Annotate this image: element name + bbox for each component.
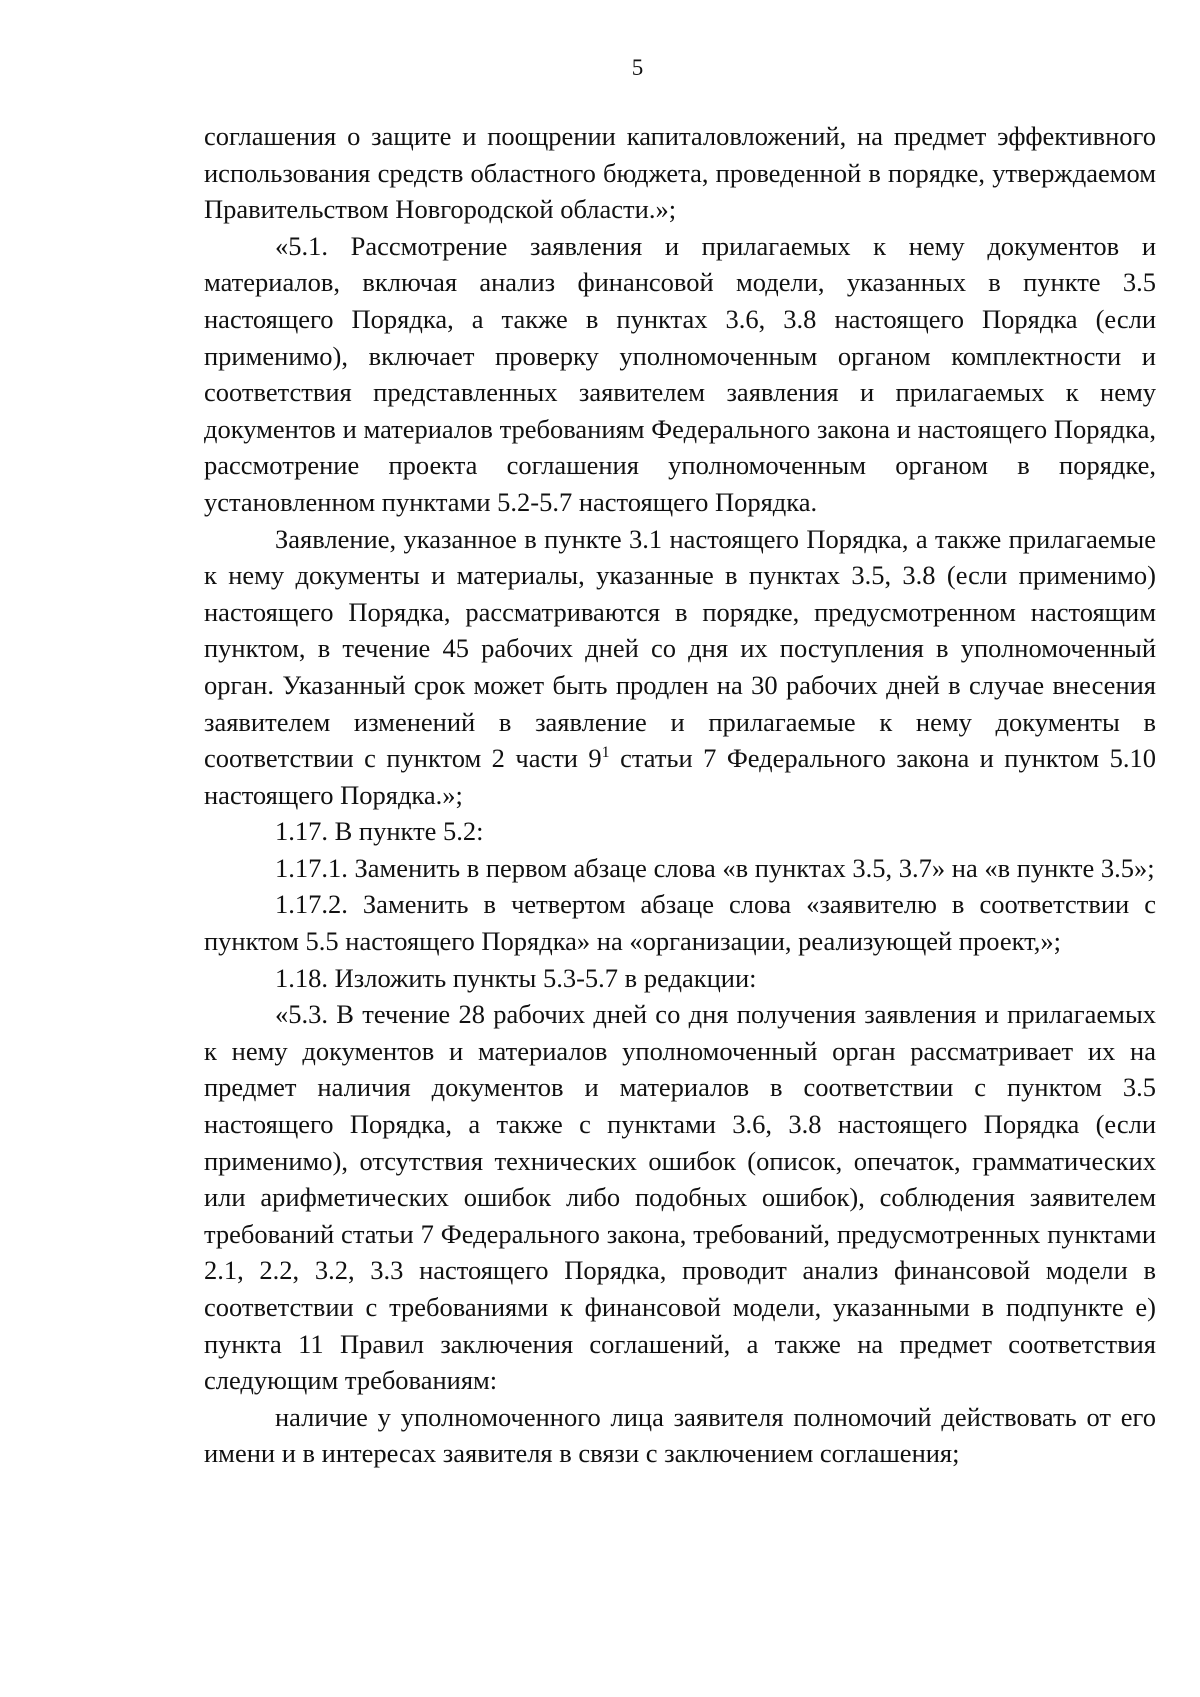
paragraph-requirement: наличие у уполномоченного лица заявителя полномочий действовать от его имени и в интересах заявителя в связи с заключением соглашения; [204,1401,1156,1469]
page-number: 5 [631,55,644,80]
paragraph-text-before: Заявление, указанное в пункте 3.1 настоящего Порядка, а также прилагаемые к нему документы и материалы, указанные в пунктах 3.5, 3.8 (если применимо) настоящего Порядка, рассматриваются в порядке, предусмотренном настоящим пунктом, в течение 45 рабочих дней со дня их поступления в уполномоченный орган. Указанный срок может быть продлен на 30 рабочих дней в случае внесения заявителем изменений в заявление и прилагаемые к нему документы в соответствии с пунктом 2 части 9 [204,523,1156,774]
paragraph-clause-5-3: «5.3. В течение 28 рабочих дней со дня получения заявления и прилагаемых к нему документов и материалов уполномоченный орган рассматривает их на предмет наличия документов и материалов в соответствии с пунктом 3.5 настоящего Порядка, а также с пунктами 3.6, 3.8 настоящего Порядка (если применимо), отсутствия технических ошибок (описок, опечаток, грамматических или арифметических ошибок либо подобных ошибок), соблюдения заявителем требований статьи 7 Федерального закона, требований, предусмотренных пунктами 2.1, 2.2, 3.2, 3.3 настоящего Порядка, проводит анализ финансовой модели в соответствии с требованиями к финансовой модели, указанными в подпункте е) пункта 11 Правил заключения соглашений, а также на предмет соответствия следующим требованиям: [204,999,1156,1396]
paragraph-item-1-17-1: 1.17.1. Заменить в первом абзаце слова «в пунктах 3.5, 3.7» на «в пункте 3.5»; [275,852,1155,883]
document-body [204,118,1156,1472]
paragraph-application-review [204,521,1156,814]
paragraph-text-after: статьи 7 Федерального закона и пунктом 5.10 настоящего Порядка.»; [204,743,1156,810]
paragraph-continuation: соглашения о защите и поощрении капиталовложений, на предмет эффективного использования средств областного бюджета, проведенной в порядке, утверждаемом Правительством Новгородской области.»; [204,121,1156,225]
paragraph-item-1-17-2: 1.17.2. Заменить в четвертом абзаце слова «заявителю в соответствии с пунктом 5.5 настоящего Порядка» на «организации, реализующей проект,»; [204,889,1156,957]
paragraph-item-1-17: 1.17. В пункте 5.2: [275,816,484,847]
paragraph-item-1-18: 1.18. Изложить пункты 5.3-5.7 в редакции: [275,962,757,993]
superscript-marker: 1 [601,744,610,762]
paragraph-clause-5-1: «5.1. Рассмотрение заявления и прилагаемых к нему документов и материалов, включая анализ финансовой модели, указанных в пункте 3.5 настоящего Порядка, а также в пунктах 3.6, 3.8 настоящего Порядка (если применимо), включает проверку уполномоченным органом комплектности и соответствия представленных заявителем заявления и прилагаемых к нему документов и материалов требованиям Федерального закона и настоящего Порядка, рассмотрение проекта соглашения уполномоченным органом в порядке, установленном пунктами 5.2-5.7 настоящего Порядка. [204,230,1156,517]
